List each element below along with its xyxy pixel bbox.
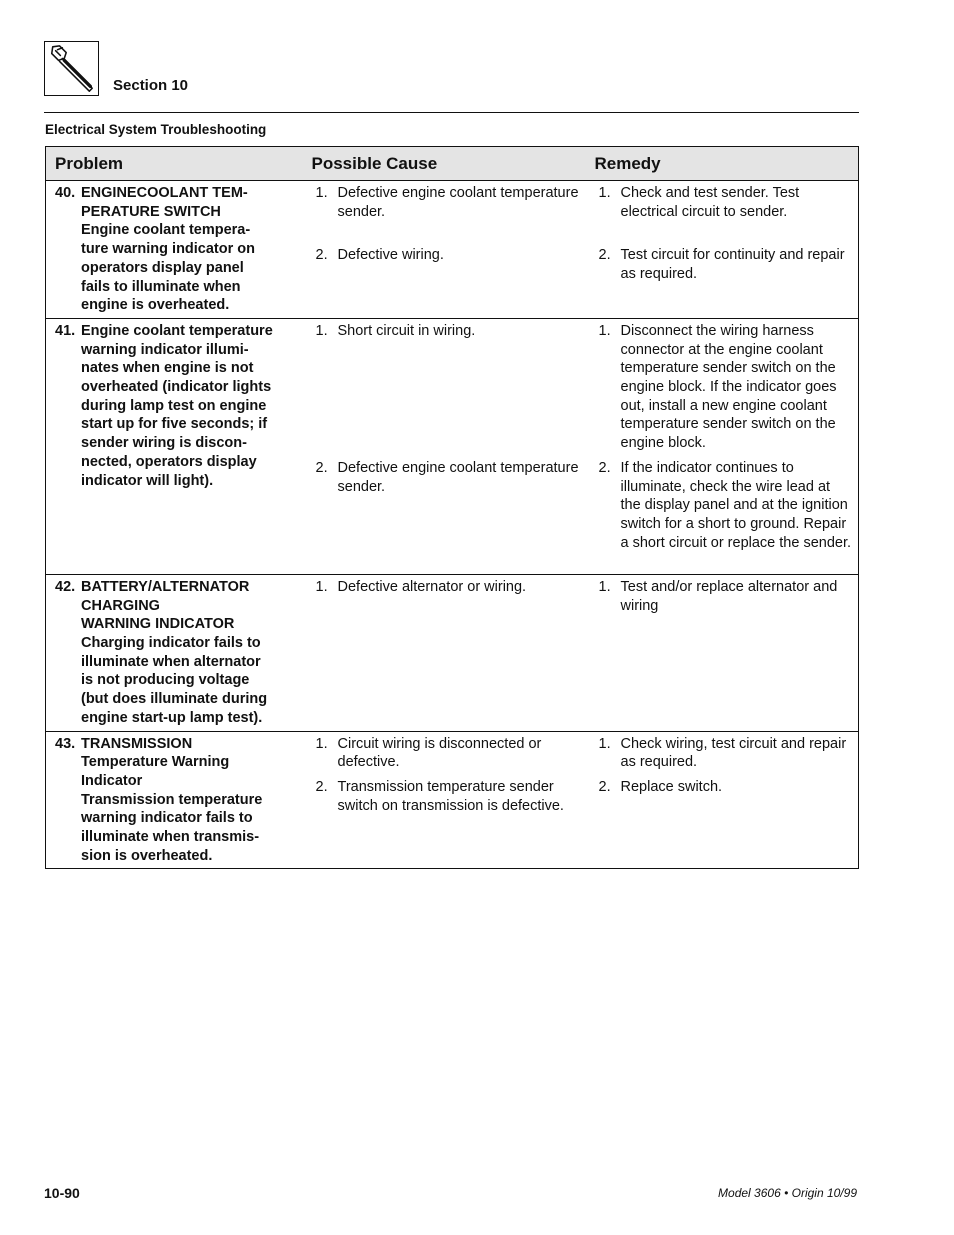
table-row bbox=[46, 318, 859, 574]
item-number: 1. bbox=[598, 322, 611, 339]
cause-text: Defective alternator or wiring. bbox=[337, 578, 527, 595]
item-number: 2. bbox=[315, 459, 328, 476]
problem-number: 40. bbox=[55, 185, 76, 201]
list-item bbox=[599, 184, 853, 221]
problem-number: 42. bbox=[55, 578, 76, 595]
remedy-text: If the indicator continues to illuminate, check the wire lead at the display panel and at the ignition switch for a short to ground. Repair a short circuit or replace the sender. bbox=[620, 459, 852, 551]
item-number: 2. bbox=[315, 247, 328, 264]
list-item bbox=[599, 735, 853, 772]
problem-cell bbox=[46, 181, 303, 319]
table-row bbox=[46, 574, 859, 731]
item-number: 1. bbox=[598, 578, 611, 595]
cause-text: Short circuit in wiring. bbox=[337, 322, 476, 339]
item-number: 1. bbox=[315, 322, 328, 339]
list-item bbox=[316, 184, 580, 221]
item-number: 1. bbox=[598, 185, 611, 201]
item-number: 1. bbox=[598, 735, 611, 752]
cause-cell bbox=[303, 318, 586, 574]
list-item bbox=[599, 778, 853, 797]
remedy-text: Replace switch. bbox=[620, 778, 723, 795]
list-item bbox=[599, 322, 853, 453]
section-logo bbox=[44, 41, 99, 96]
item-number: 1. bbox=[315, 185, 328, 201]
remedy-text: Test and/or replace alternator and wiring bbox=[620, 578, 838, 614]
list-item bbox=[316, 246, 580, 265]
remedy-cell bbox=[586, 574, 859, 731]
cause-cell bbox=[303, 574, 586, 731]
remedy-text: Disconnect the wiring harness connector at the engine coolant temperature sender switch on the engine block. If the indicator goes out, install a new engine coolant temperature sender switch on the engine block. bbox=[620, 322, 837, 452]
item-number: 1. bbox=[315, 735, 328, 752]
list-item bbox=[316, 578, 580, 597]
cause-text: Defective engine coolant temperature sender. bbox=[337, 185, 579, 220]
item-number: 2. bbox=[598, 459, 611, 476]
cause-text: Circuit wiring is disconnected or defective. bbox=[337, 735, 542, 771]
list-item bbox=[316, 735, 580, 772]
problem-number: 41. bbox=[55, 322, 76, 339]
remedy-text: Check wiring, test circuit and repair as required. bbox=[620, 735, 847, 771]
list-item bbox=[316, 778, 580, 815]
list-item bbox=[599, 246, 853, 283]
cause-text: Defective wiring. bbox=[337, 247, 444, 264]
cause-cell bbox=[303, 731, 586, 869]
chapter-title: Electrical System Troubleshooting bbox=[45, 122, 267, 137]
remedy-cell bbox=[586, 318, 859, 574]
problem-cell bbox=[46, 731, 303, 869]
troubleshooting-table bbox=[45, 146, 859, 869]
remedy-cell bbox=[586, 181, 859, 319]
item-number: 2. bbox=[315, 778, 328, 795]
page-number: 10-90 bbox=[44, 1185, 80, 1201]
problem-text: TRANSMISSION Temperature Warning Indicator Transmission temperature warning indicator fails to illuminate when transmis- sion is overheated. bbox=[81, 735, 263, 864]
problem-text: ENGINECOOLANT TEM- PERATURE SWITCH Engine coolant tempera- ture warning indicator on operators display panel fails to illuminate when engine is overheated. bbox=[81, 185, 256, 314]
column-header-problem: Problem bbox=[46, 147, 303, 181]
item-number: 2. bbox=[598, 247, 611, 264]
section-title: Section 10 bbox=[113, 77, 189, 94]
table-row bbox=[46, 181, 859, 319]
list-item bbox=[316, 459, 580, 496]
column-header-possible-cause: Possible Cause bbox=[303, 147, 586, 181]
problem-cell bbox=[46, 318, 303, 574]
cause-text: Defective engine coolant temperature sender. bbox=[337, 459, 579, 495]
list-item bbox=[599, 459, 853, 553]
problem-cell bbox=[46, 574, 303, 731]
remedy-text: Check and test sender. Test electrical circuit to sender. bbox=[620, 185, 800, 220]
remedy-cell bbox=[586, 731, 859, 869]
problem-text: Engine coolant temperature warning indicator illumi- nates when engine is not overheated (indicator lights during lamp test on engine start up for five seconds; if sender wiring is discon- nected, operators display indicator will light). bbox=[81, 322, 273, 489]
cause-text: Transmission temperature sender switch on transmission is defective. bbox=[337, 778, 564, 814]
wrench-icon bbox=[45, 42, 98, 95]
item-number: 2. bbox=[598, 778, 611, 795]
column-header-remedy: Remedy bbox=[586, 147, 859, 181]
problem-number: 43. bbox=[55, 735, 76, 752]
table-row bbox=[46, 731, 859, 869]
table-header-row bbox=[46, 147, 859, 181]
item-number: 1. bbox=[315, 578, 328, 595]
footer-model-info: Model 3606 • Origin 10/99 bbox=[718, 1186, 857, 1200]
cause-cell bbox=[303, 181, 586, 319]
list-item bbox=[599, 578, 853, 615]
problem-text: BATTERY/ALTERNATOR CHARGING WARNING INDICATOR Charging indicator fails to illuminate when alternator is not producing voltage (but does illuminate during engine start-up lamp test). bbox=[81, 578, 268, 726]
remedy-text: Test circuit for continuity and repair as required. bbox=[620, 247, 845, 283]
list-item bbox=[316, 322, 580, 453]
header-divider bbox=[44, 112, 859, 113]
